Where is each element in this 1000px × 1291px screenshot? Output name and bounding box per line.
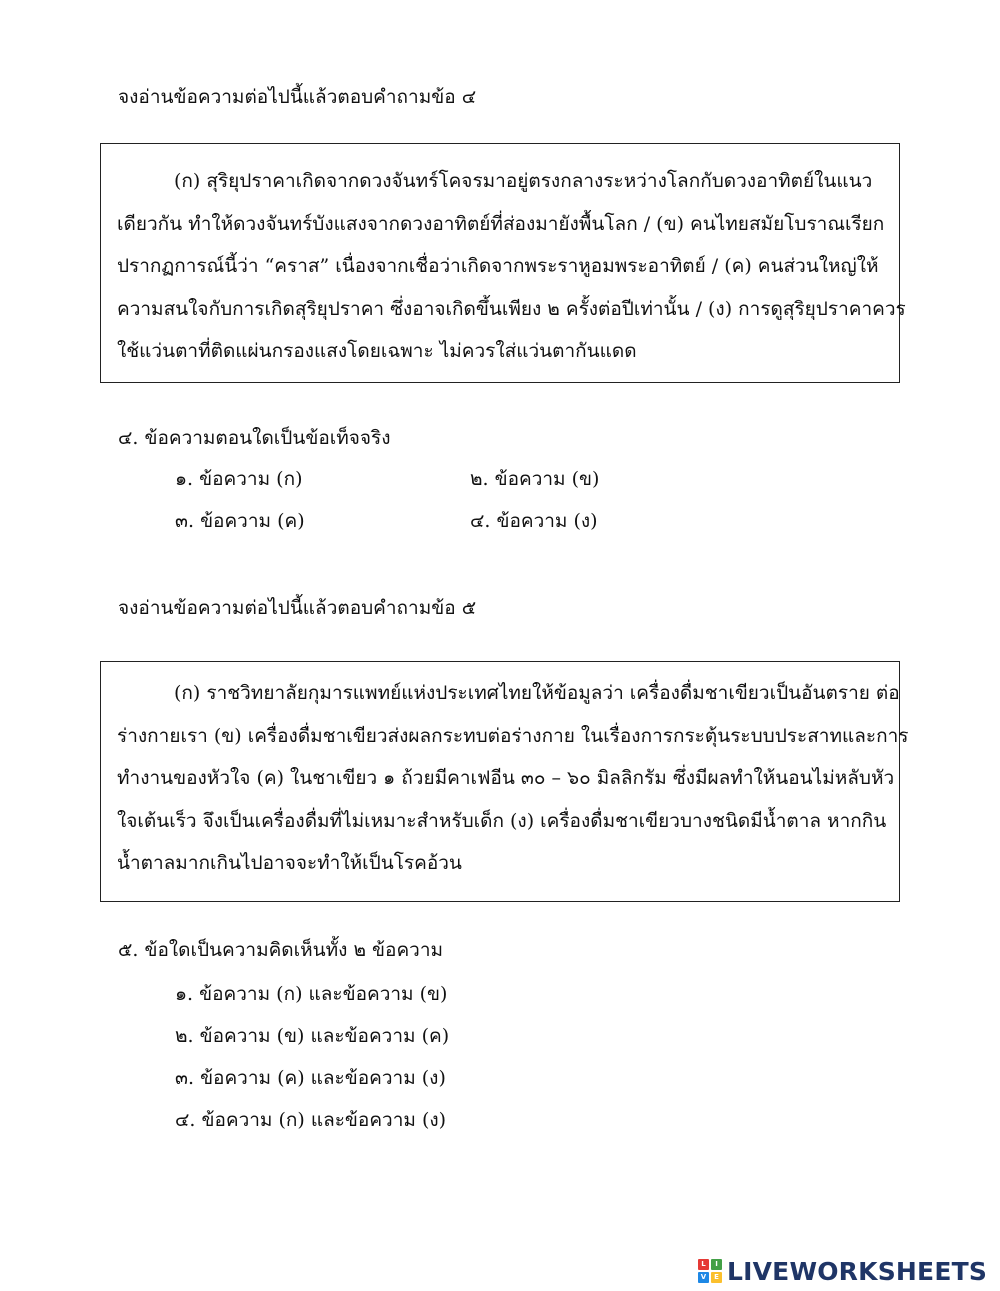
q4-option-2[interactable]: ๒. ข้อความ (ข)	[470, 468, 600, 490]
passage-1-line: (ก) สุริยุปราคาเกิดจากดวงจันทร์โคจรมาอยู่ตรงกลางระหว่างโลกกับดวงอาทิตย์ในแนว	[174, 170, 873, 192]
q5-option-4[interactable]: ๔. ข้อความ (ก) และข้อความ (ง)	[175, 1109, 447, 1131]
q5-option-3[interactable]: ๓. ข้อความ (ค) และข้อความ (ง)	[175, 1067, 446, 1089]
logo-tile: I	[711, 1259, 722, 1270]
logo-tile: L	[698, 1259, 709, 1270]
liveworksheets-logo	[698, 1253, 987, 1289]
logo-tile: V	[698, 1272, 709, 1283]
passage-2-line: ทำงานของหัวใจ (ค) ในชาเขียว ๑ ถ้วยมีคาเฟอีน ๓๐ – ๖๐ มิลลิกรัม ซึ่งมีผลทำให้นอนไม่หลับหัว	[117, 767, 895, 789]
passage-2-line: น้ำตาลมากเกินไปอาจจะทำให้เป็นโรคอ้วน	[117, 852, 462, 874]
q5-option-2[interactable]: ๒. ข้อความ (ข) และข้อความ (ค)	[175, 1025, 450, 1047]
logo-mark-icon	[698, 1259, 722, 1283]
passage-1-line: ปรากฏการณ์นี้ว่า “คราส” เนื่องจากเชื่อว่าเกิดจากพระราหูอมพระอาทิตย์ / (ค) คนส่วนใหญ่ให้	[117, 255, 879, 277]
logo-tile: E	[711, 1272, 722, 1283]
passage-1-line: เดียวกัน ทำให้ดวงจันทร์บังแสงจากดวงอาทิตย์ที่ส่องมายังพื้นโลก / (ข) คนไทยสมัยโบราณเรียก	[117, 212, 885, 235]
q4-option-4[interactable]: ๔. ข้อความ (ง)	[470, 510, 598, 532]
instruction-2: จงอ่านข้อความต่อไปนี้แล้วตอบคำถามข้อ ๕	[118, 597, 477, 619]
passage-2-line: ร่างกายเรา (ข) เครื่องดื่มชาเขียวส่งผลกระทบต่อร่างกาย ในเรื่องการกระตุ้นระบบประสาทและการ	[117, 724, 909, 747]
passage-1-line: ใช้แว่นตาที่ติดแผ่นกรองแสงโดยเฉพาะ ไม่ควรใส่แว่นตากันแดด	[117, 340, 637, 362]
passage-1	[117, 160, 906, 373]
passage-1-line: ความสนใจกับการเกิดสุริยุปราคา ซึ่งอาจเกิดขึ้นเพียง ๒ ครั้งต่อปีเท่านั้น / (ง) การดูสุริยุปราคาควร	[117, 297, 906, 320]
brand-name: LIVEWORKSHEETS	[727, 1256, 988, 1286]
question-5: ๕. ข้อใดเป็นความคิดเห็นทั้ง ๒ ข้อความ	[118, 939, 444, 961]
passage-2	[117, 672, 908, 885]
q4-option-3[interactable]: ๓. ข้อความ (ค)	[175, 510, 305, 532]
q4-option-1[interactable]: ๑. ข้อความ (ก)	[175, 468, 303, 490]
q5-option-1[interactable]: ๑. ข้อความ (ก) และข้อความ (ข)	[175, 983, 448, 1005]
passage-2-line: (ก) ราชวิทยาลัยกุมารแพทย์แห่งประเทศไทยให้ข้อมูลว่า เครื่องดื่มชาเขียวเป็นอันตราย ต่อ	[174, 682, 900, 704]
instruction-1: จงอ่านข้อความต่อไปนี้แล้วตอบคำถามข้อ ๔	[118, 86, 477, 108]
question-4: ๔. ข้อความตอนใดเป็นข้อเท็จจริง	[118, 427, 391, 449]
passage-2-line: ใจเต้นเร็ว จึงเป็นเครื่องดื่มที่ไม่เหมาะสำหรับเด็ก (ง) เครื่องดื่มชาเขียวบางชนิดมีน้ำตาล หากกิน	[117, 809, 887, 832]
